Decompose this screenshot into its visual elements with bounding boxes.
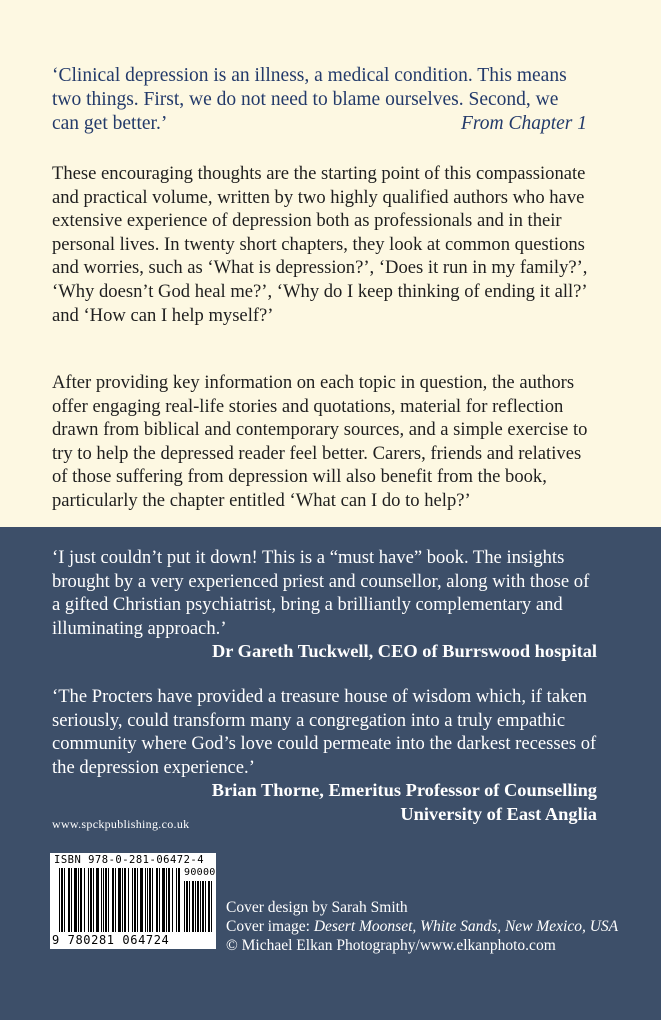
endorsement-1-quote: ‘I just couldn’t put it down! This is a “must have” book. The insights brought by a very experienced priest and counsellor, along with those of a gifted Christian psychiatrist, bring a brilliantly complementary and illuminating approach.’ bbox=[52, 547, 590, 639]
ean-barcode-bars bbox=[59, 868, 180, 932]
isbn-barcode bbox=[50, 853, 216, 949]
barcode-bar bbox=[61, 868, 63, 932]
barcode-bar bbox=[90, 868, 92, 932]
barcode-bar bbox=[200, 881, 201, 932]
barcode-bar bbox=[115, 868, 116, 932]
barcode-bar bbox=[162, 868, 165, 932]
barcode-bar bbox=[195, 881, 196, 932]
barcode-bar bbox=[140, 868, 143, 932]
barcode-bar bbox=[103, 868, 104, 932]
barcode-bar bbox=[184, 881, 185, 932]
cover-image-title: Desert Moonset, White Sands, New Mexico, USA bbox=[313, 918, 619, 935]
barcode-bar bbox=[145, 868, 146, 932]
endorsement-2-attribution-line-2: University of East Anglia bbox=[400, 803, 597, 824]
barcode-bar bbox=[147, 868, 148, 932]
cover-design-credit: Cover design by Sarah Smith bbox=[226, 899, 408, 916]
barcode-bar bbox=[202, 881, 204, 932]
description-paragraph-1: These encouraging thoughts are the starting point of this compassionate and practical volume, written by two highly qualified authors who have extensive experience of depression both as professionals and in their personal lives. In twenty short chapters, they look at common questions and worries, such as ‘What is depression?’, ‘Does it run in my family?’, ‘Why doesn’t God heal me?’, ‘Why do I keep thinking of ending it all?’ and ‘How can I help myself?’ bbox=[52, 163, 588, 326]
barcode-bar bbox=[80, 868, 82, 932]
barcode-bar bbox=[208, 881, 210, 932]
barcode-bar bbox=[88, 868, 89, 932]
barcode-bar bbox=[122, 868, 123, 932]
opening-quote-text: ‘Clinical depression is an illness, a medical condition. This means two things. First, we do not need to blame ourselves. Second, we can get better.’ bbox=[52, 65, 567, 134]
barcode-bar bbox=[186, 881, 188, 932]
barcode-bar bbox=[197, 881, 199, 932]
barcode-bar bbox=[166, 868, 167, 932]
barcode-bar bbox=[78, 868, 79, 932]
barcode-bar bbox=[105, 868, 107, 932]
barcode-bar bbox=[205, 881, 206, 932]
lower-navy-panel bbox=[0, 527, 661, 1020]
barcode-bar bbox=[156, 868, 158, 932]
barcode-bar bbox=[68, 868, 70, 932]
cover-credits bbox=[226, 898, 618, 955]
barcode-bar bbox=[132, 868, 133, 932]
photo-copyright: © Michael Elkan Photography/www.elkanphoto.com bbox=[226, 937, 556, 954]
quote-source: From Chapter 1 bbox=[460, 113, 587, 134]
barcode-bar bbox=[74, 868, 77, 932]
barcode-bar bbox=[84, 868, 85, 932]
barcode-bar bbox=[152, 868, 153, 932]
barcode-bar bbox=[59, 868, 60, 932]
barcode-bar bbox=[124, 868, 126, 932]
barcode-bar bbox=[134, 868, 136, 932]
barcode-addon-number: 90000 bbox=[184, 867, 216, 878]
endorsement-1-attribution: Dr Gareth Tuckwell, CEO of Burrswood hospital bbox=[211, 641, 597, 662]
barcode-bar bbox=[96, 868, 99, 932]
barcode-bar bbox=[93, 868, 94, 932]
addon-barcode-bars bbox=[184, 881, 212, 932]
barcode-bar bbox=[112, 868, 114, 932]
barcode-bar bbox=[192, 881, 194, 932]
barcode-bar bbox=[211, 881, 212, 932]
barcode-bar bbox=[137, 868, 138, 932]
barcode-bar bbox=[101, 868, 102, 932]
barcode-bar bbox=[176, 868, 177, 932]
endorsement-2 bbox=[52, 685, 597, 827]
cover-image-prefix: Cover image: bbox=[226, 918, 314, 935]
publisher-website: www.spckpublishing.co.uk bbox=[52, 817, 190, 831]
barcode-bar bbox=[168, 868, 170, 932]
barcode-bar bbox=[149, 868, 151, 932]
barcode-bar bbox=[64, 868, 65, 932]
endorsement-2-quote: ‘The Procters have provided a treasure house of wisdom which, if taken seriously, could transform many a congregation into a truly empathic community where God’s love could permeate into the darkest recesses of the depression experience.’ bbox=[52, 686, 597, 778]
barcode-bar bbox=[128, 868, 129, 932]
barcode-bar bbox=[159, 868, 160, 932]
description-paragraph-2: After providing key information on each topic in question, the authors offer engaging real-life stories and quotations, material for reflection drawn from biblical and contemporary sources, and a simple exercise to try to help the depressed reader feel better. Carers, friends and relatives of those suffering from depression will also benefit from the book, particularly the chapter entitled ‘What can I do to help?’ bbox=[52, 372, 588, 511]
barcode-bar bbox=[108, 868, 109, 932]
barcode-bar bbox=[172, 868, 173, 932]
cover-image-credit bbox=[226, 917, 618, 936]
barcode-bar bbox=[71, 868, 72, 932]
barcode-bar bbox=[178, 868, 180, 932]
opening-quote bbox=[52, 64, 587, 136]
barcode-bar bbox=[118, 868, 121, 932]
endorsement-1 bbox=[52, 546, 597, 664]
barcode-bar bbox=[189, 881, 190, 932]
isbn-label: ISBN 978-0-281-06472-4 bbox=[54, 854, 205, 866]
endorsement-2-attribution-line-1: Brian Thorne, Emeritus Professor of Counselling bbox=[211, 780, 597, 801]
ean-digits: 9 780281 064724 bbox=[52, 933, 170, 947]
